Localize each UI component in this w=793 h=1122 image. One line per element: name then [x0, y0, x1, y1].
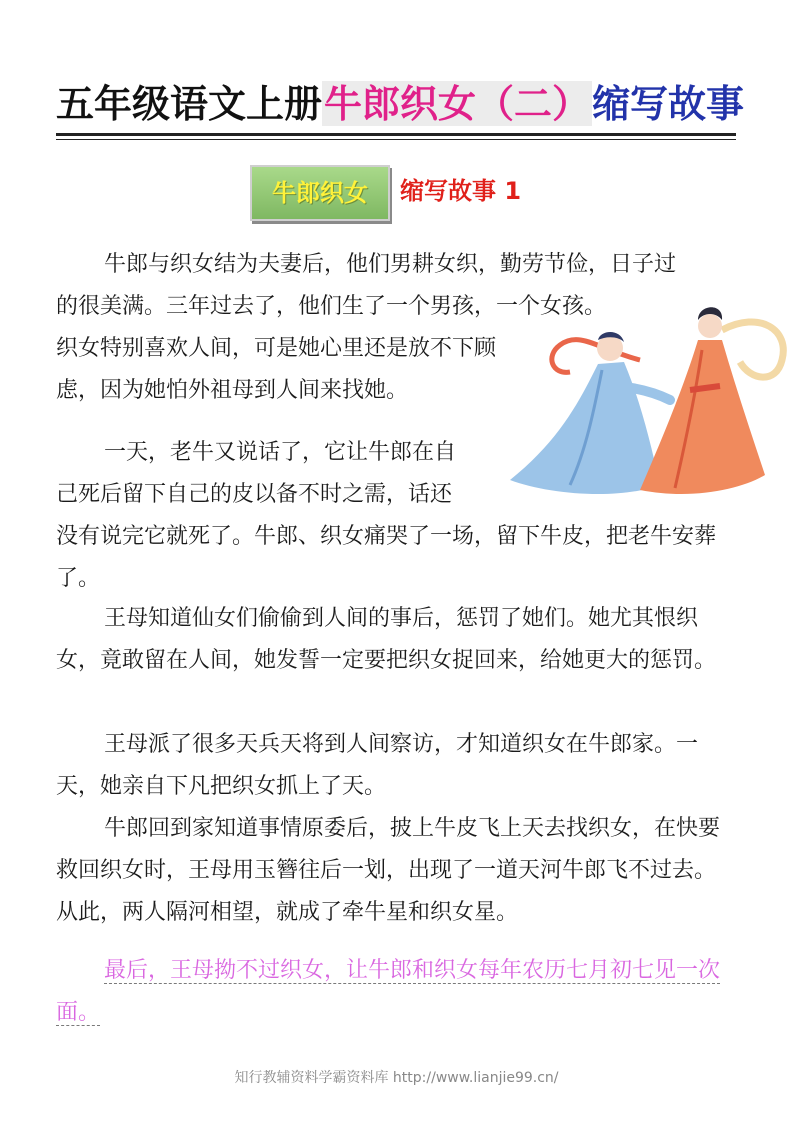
title-rule-thin	[56, 139, 736, 140]
closing-text: 最后，王母拗不过织女，让牛郎和织女每年农历七月初七见一次面。	[56, 958, 721, 1025]
couple-illustration	[490, 290, 790, 505]
paragraph-2-rest: 没有说完它就死了。牛郎、织女痛哭了一场，留下牛皮，把老牛安葬了。	[56, 524, 717, 591]
p1-line-4: 虑，因为她怕外祖母到人间来找她。	[56, 378, 409, 403]
head	[597, 335, 623, 361]
p1-line-3: 织女特别喜欢人间，可是她心里还是放不下顾	[56, 336, 497, 361]
ribbon	[722, 322, 783, 377]
ribbon	[552, 340, 640, 373]
paragraph-3: 王母知道仙女们偷偷到人间的事后，惩罚了她们。她尤其恨织女，竟敢留在人间，她发誓一定要把织女捉回来，给她更大的惩罚。	[56, 606, 717, 673]
page-title	[56, 76, 745, 132]
blue-robe	[510, 362, 660, 494]
head	[698, 314, 722, 338]
paragraph-4: 王母派了很多天兵天将到人间察访，才知道织女在牛郎家。一天，她亲自下凡把织女抓上了天。	[56, 732, 699, 799]
title-story-part: 牛郎织女（二）	[324, 81, 591, 126]
story-badge: 牛郎织女	[250, 165, 390, 221]
sash	[690, 386, 720, 390]
title-type-part: 缩写故事	[592, 81, 745, 126]
p2-line-1: 一天，老牛又说话了，它让牛郎在自	[104, 440, 457, 465]
paragraph-2-top	[56, 432, 486, 516]
p1-line-2: 的很美满。三年过去了，他们生了一个男孩，一个女孩。	[56, 294, 607, 319]
section-heading: 缩写故事 1	[400, 177, 522, 205]
red-robe	[640, 340, 765, 494]
paragraph-5: 牛郎回到家知道事情原委后，披上牛皮飞上天去找织女，在快要救回织女时，王母用玉簪往后一划，出现了一道天河牛郎飞不过去。从此，两人隔河相望，就成了牵牛星和织女星。	[56, 816, 721, 925]
p1-line-1: 牛郎与织女结为夫妻后，他们男耕女织，勤劳节俭，日子过	[104, 252, 677, 277]
closing-paragraph	[56, 950, 736, 1034]
title-grade-part: 五年级语文上册	[56, 81, 323, 126]
footer-source: 知行教辅资料学霸资料库 http://www.lianjie99.cn/	[234, 1070, 559, 1086]
title-rule	[56, 133, 736, 136]
p2-line-2: 己死后留下自己的皮以备不时之需，话还	[56, 482, 453, 507]
